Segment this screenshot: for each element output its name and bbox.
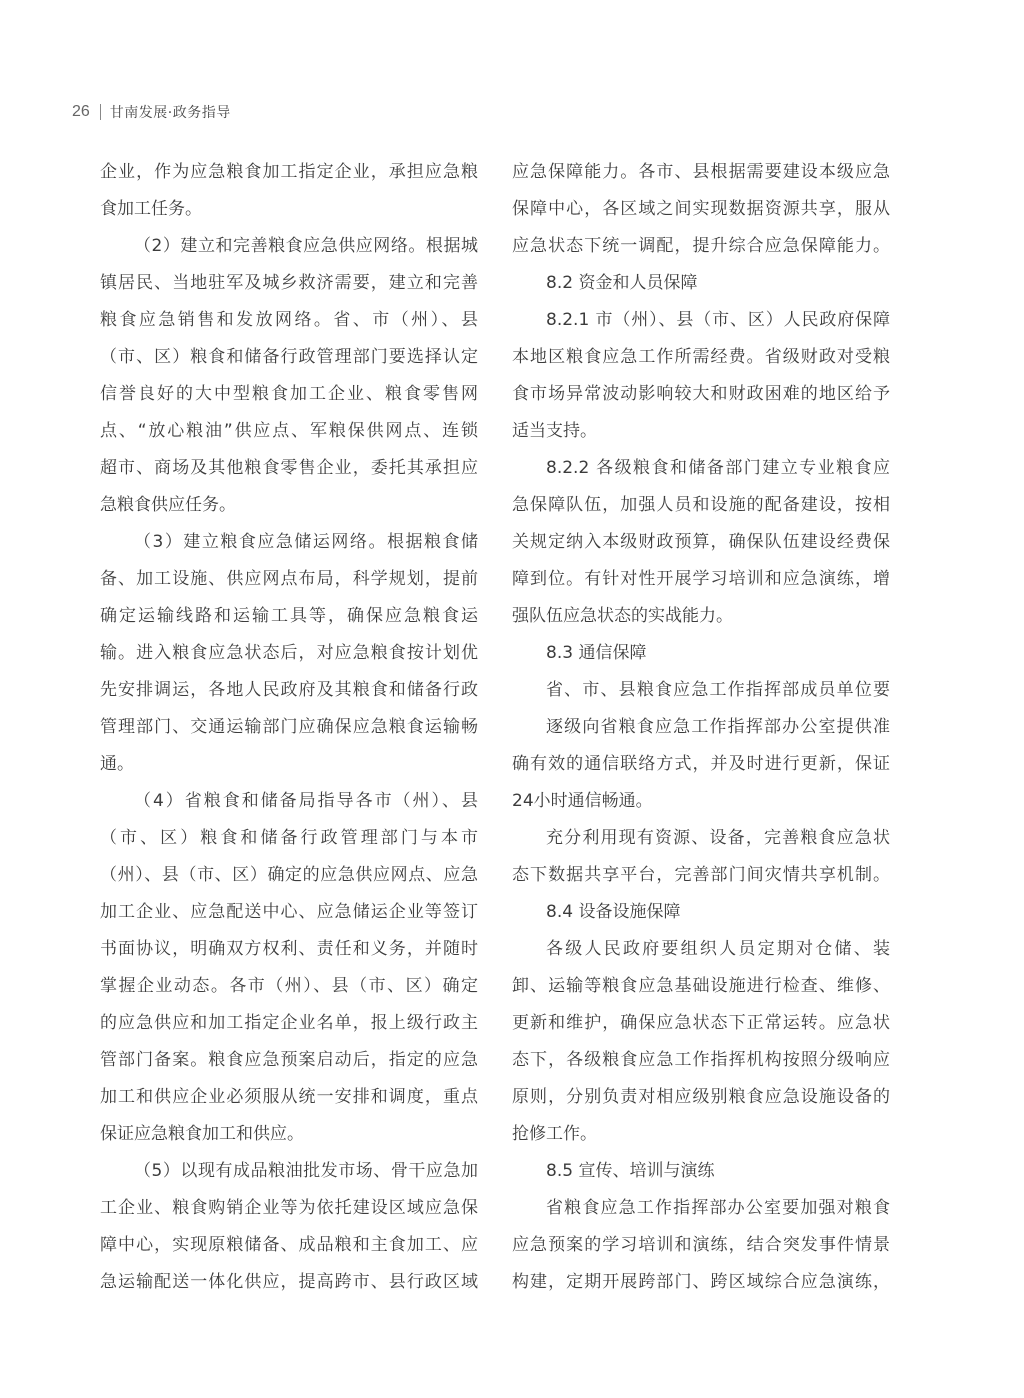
text-line: 的应急供应和加工指定企业名单，报上级行政主 — [100, 1013, 478, 1033]
text-line: 超市、商场及其他粮食零售企业，委托其承担应 — [100, 458, 478, 478]
text-line: 省粮食应急工作指挥部办公室要加强对粮食 — [546, 1198, 890, 1218]
text-line: （5）以现有成品粮油批发市场、骨干应急加 — [134, 1161, 478, 1181]
text-line: 态下，各级粮食应急工作指挥机构按照分级响应 — [512, 1050, 890, 1070]
text-line: 抢修工作。 — [512, 1124, 597, 1144]
text-line: 输。进入粮食应急状态后，对应急粮食按计划优 — [100, 643, 478, 663]
text-line: 8.5 宣传、培训与演练 — [546, 1161, 715, 1181]
text-line: 强队伍应急状态的实战能力。 — [512, 606, 733, 626]
text-line: 省、市、县粮食应急工作指挥部成员单位要 — [546, 680, 890, 700]
text-line: 工企业、粮食购销企业等为依托建设区域应急保 — [100, 1198, 478, 1218]
text-line: 态下数据共享平台，完善部门间灾情共享机制。 — [512, 865, 890, 885]
text-line: 本地区粮食应急工作所需经费。省级财政对受粮 — [512, 347, 890, 367]
text-line: 加工企业、应急配送中心、应急储运企业等签订 — [100, 902, 478, 922]
text-line: 充分利用现有资源、设备，完善粮食应急状 — [546, 828, 890, 848]
text-line: 应急状态下统一调配，提升综合应急保障能力。 — [512, 236, 890, 256]
text-line: 确有效的通信联络方式，并及时进行更新，保证 — [512, 754, 890, 774]
publication-title: 甘南发展·政务指导 — [109, 105, 231, 121]
text-line: 8.2.1 市（州）、县（市、区）人民政府保障 — [546, 310, 890, 330]
text-line: 保证应急粮食加工和供应。 — [100, 1124, 304, 1144]
text-line: 备、加工设施、供应网点布局，科学规划，提前 — [100, 569, 478, 589]
text-line: 原则，分别负责对相应级别粮食应急设施设备的 — [512, 1087, 890, 1107]
text-line: 通。 — [100, 754, 134, 774]
text-line: 应急预案的学习培训和演练，结合突发事件情景 — [512, 1235, 890, 1255]
header-divider — [100, 104, 101, 120]
text-line: 8.2.2 各级粮食和储备部门建立专业粮食应 — [546, 458, 890, 478]
text-line: 掌握企业动态。各市（州）、县（市、区）确定 — [100, 976, 478, 996]
text-line: 保障中心，各区域之间实现数据资源共享，服从 — [512, 199, 890, 219]
text-line: 24小时通信畅通。 — [512, 791, 653, 811]
text-line: 粮食应急销售和发放网络。省、市（州）、县 — [100, 310, 478, 330]
text-line: 食市场异常波动影响较大和财政困难的地区给予 — [512, 384, 890, 404]
text-line: 先安排调运，各地人民政府及其粮食和储备行政 — [100, 680, 478, 700]
text-line: （州）、县（市、区）确定的应急供应网点、应急 — [100, 865, 478, 885]
text-line: 企业，作为应急粮食加工指定企业，承担应急粮 — [100, 162, 478, 182]
running-header — [72, 100, 231, 124]
text-line: 各级人民政府要组织人员定期对仓储、装 — [546, 939, 890, 959]
text-line: 逐级向省粮食应急工作指挥部办公室提供准 — [546, 717, 890, 737]
text-line: 适当支持。 — [512, 421, 597, 441]
text-line: 8.3 通信保障 — [546, 643, 647, 663]
text-line: 急保障队伍，加强人员和设施的配备建设，按相 — [512, 495, 890, 515]
text-line: 卸、运输等粮食应急基础设施进行检查、维修、 — [512, 976, 890, 996]
text-line: 急运输配送一体化供应，提高跨市、县行政区域 — [100, 1272, 478, 1292]
text-line: （市、区）粮食和储备行政管理部门与本市 — [100, 828, 478, 848]
left-column — [100, 154, 478, 1301]
text-line: 构建，定期开展跨部门、跨区域综合应急演练， — [512, 1272, 890, 1292]
text-line: （市、区）粮食和储备行政管理部门要选择认定 — [100, 347, 478, 367]
text-line: 急粮食供应任务。 — [100, 495, 236, 515]
text-line: 8.4 设备设施保障 — [546, 902, 681, 922]
text-line: 点、“放心粮油”供应点、军粮保供网点、连锁 — [100, 421, 478, 441]
text-line: 障中心，实现原粮储备、成品粮和主食加工、应 — [100, 1235, 478, 1255]
text-line: 加工和供应企业必须服从统一安排和调度，重点 — [100, 1087, 478, 1107]
text-line: 障到位。有针对性开展学习培训和应急演练，增 — [512, 569, 890, 589]
text-line: （2）建立和完善粮食应急供应网络。根据城 — [134, 236, 478, 256]
text-line: （4）省粮食和储备局指导各市（州）、县 — [134, 791, 478, 811]
text-line: 更新和维护，确保应急状态下正常运转。应急状 — [512, 1013, 890, 1033]
text-line: 信誉良好的大中型粮食加工企业、粮食零售网 — [100, 384, 478, 404]
text-line: 管理部门、交通运输部门应确保应急粮食运输畅 — [100, 717, 478, 737]
page-number: 26 — [72, 103, 90, 120]
text-line: （3）建立粮食应急储运网络。根据粮食储 — [134, 532, 478, 552]
text-line: 镇居民、当地驻军及城乡救济需要，建立和完善 — [100, 273, 478, 293]
text-line: 关规定纳入本级财政预算，确保队伍建设经费保 — [512, 532, 890, 552]
text-line: 应急保障能力。各市、县根据需要建设本级应急 — [512, 162, 890, 182]
text-line: 确定运输线路和运输工具等，确保应急粮食运 — [100, 606, 478, 626]
text-line: 食加工任务。 — [100, 199, 202, 219]
text-line: 管部门备案。粮食应急预案启动后，指定的应急 — [100, 1050, 478, 1070]
text-line: 书面协议，明确双方权利、责任和义务，并随时 — [100, 939, 478, 959]
text-line: 8.2 资金和人员保障 — [546, 273, 698, 293]
right-column — [512, 154, 890, 1301]
